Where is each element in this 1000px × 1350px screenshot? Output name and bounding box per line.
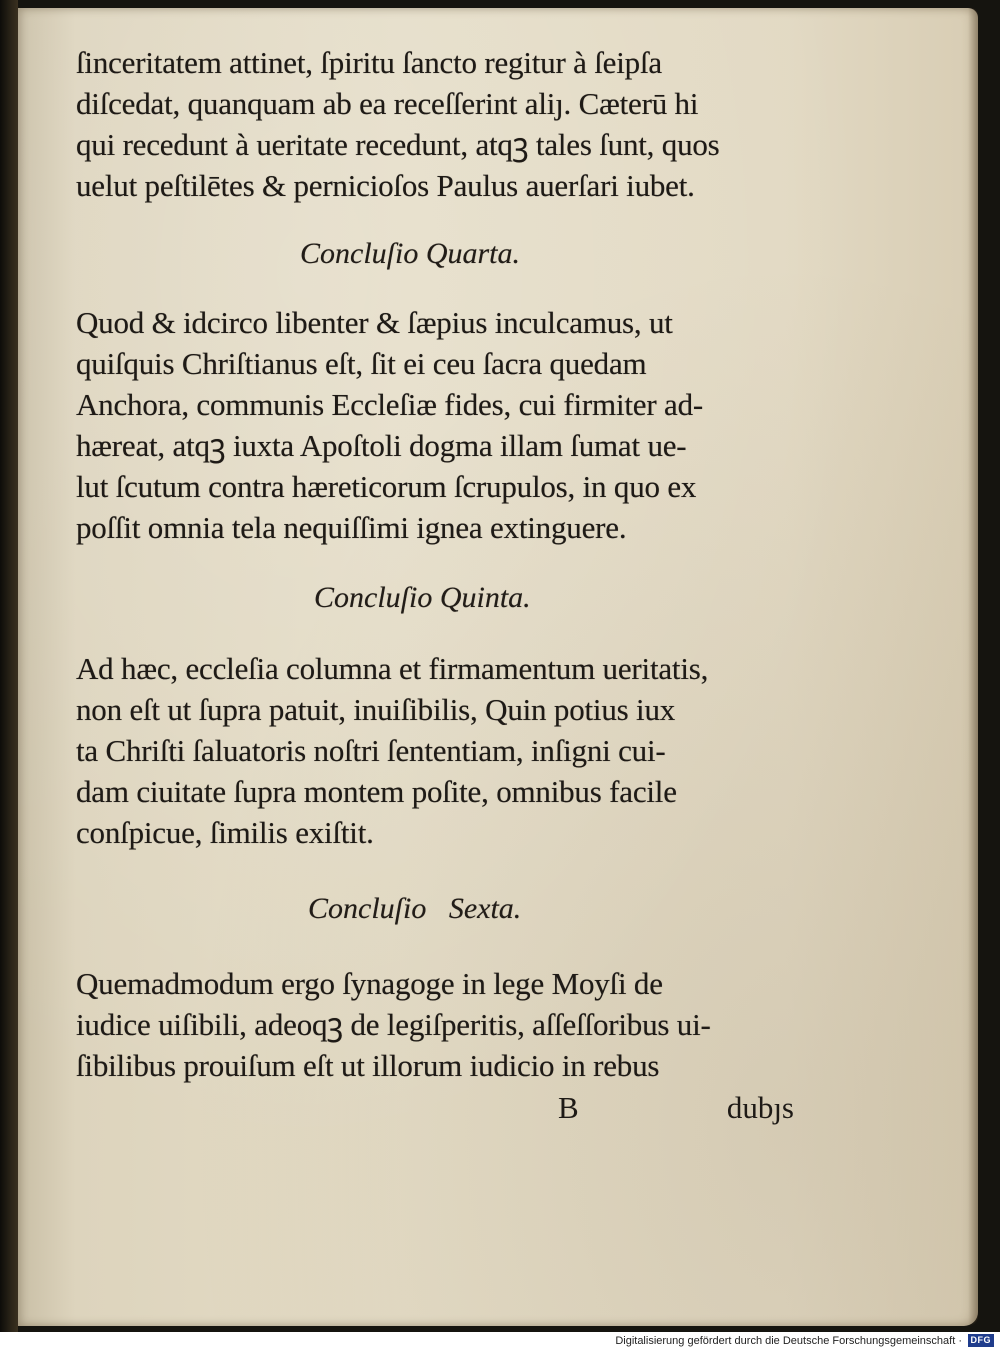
- text-line: conſpicue, ſimilis exiſtit.: [76, 815, 374, 850]
- text-line: hæreat, atqꝫ iuxta Apoſtoli dogma illam ſumat ue-: [76, 428, 687, 463]
- text-line: Quod & idcirco libenter & ſæpius inculcamus, ut: [76, 305, 673, 340]
- paragraph-3: [76, 648, 816, 853]
- signature-mark: B: [558, 1090, 579, 1125]
- binding-edge: [0, 0, 18, 1332]
- text-block: [76, 42, 816, 1130]
- conclusio-quinta-heading: Concluſio Quinta.: [314, 581, 531, 614]
- text-line: quiſquis Chriſtianus eſt, ſit ei ceu ſacra quedam: [76, 346, 647, 381]
- text-line: lut ſcutum contra hæreticorum ſcrupulos, in quo ex: [76, 469, 697, 504]
- text-line: Quemadmodum ergo ſynagoge in lege Moyſi de: [76, 966, 663, 1001]
- catchword: dubȷs: [726, 1090, 794, 1125]
- text-line: iudice uiſibili, adeoqꝫ de legiſperitis, aſſeſſoribus ui-: [76, 1007, 711, 1042]
- catchword-row: [76, 1086, 816, 1130]
- dfg-logo-icon: DFG: [968, 1334, 995, 1347]
- text-line: non eſt ut ſupra patuit, inuiſibilis, Quin potius iux: [76, 692, 676, 727]
- text-line: ſinceritatem attinet, ſpiritu ſancto regitur à ſeipſa: [76, 45, 662, 80]
- text-line: ta Chriſti ſaluatoris noſtri ſententiam, inſigni cui-: [76, 733, 666, 768]
- text-line: Ad hæc, eccleſia columna et firmamentum ueritatis,: [76, 651, 709, 686]
- paragraph-2: [76, 302, 816, 548]
- paragraph-4: [76, 963, 816, 1086]
- conclusio-quarta-heading: Concluſio Quarta.: [300, 237, 521, 270]
- book-page: [18, 8, 978, 1326]
- text-line: poſſit omnia tela nequiſſimi ignea extinguere.: [76, 510, 627, 545]
- paragraph-1: [76, 42, 816, 206]
- text-line: Anchora, communis Eccleſiæ fides, cui firmiter ad-: [76, 387, 704, 422]
- text-line: uelut peſtilētes & pernicioſos Paulus auerſari iubet.: [76, 168, 695, 203]
- text-line: ſibilibus prouiſum eſt ut illorum iudicio in rebus: [76, 1048, 660, 1083]
- conclusio-sexta-heading: Concluſio Sexta.: [308, 892, 522, 925]
- text-line: diſcedat, quanquam ab ea receſſerint aliȷ. Cæterū hi: [76, 86, 699, 121]
- page-edge-shadow: [968, 8, 978, 1326]
- funding-credit: Digitalisierung gefördert durch die Deutsche Forschungsgemeinschaft ·: [615, 1335, 962, 1347]
- text-line: qui recedunt à ueritate recedunt, atqꝫ tales ſunt, quos: [76, 127, 720, 162]
- text-line: dam ciuitate ſupra montem poſite, omnibus facile: [76, 774, 677, 809]
- footer-bar: [0, 1332, 1000, 1350]
